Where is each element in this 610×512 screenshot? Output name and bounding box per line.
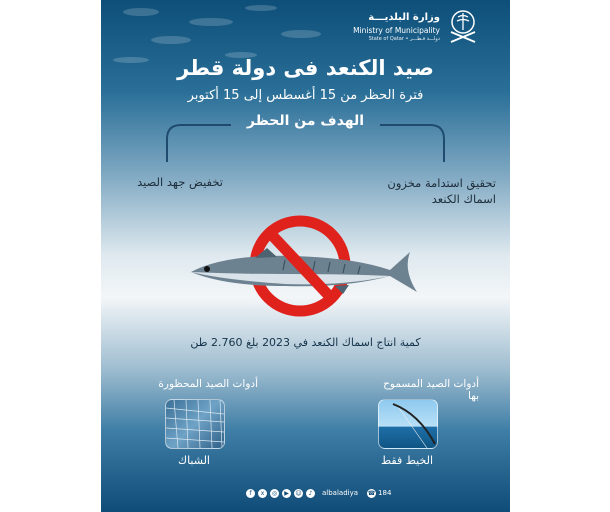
snapchat-icon[interactable]: ☺ (295, 489, 302, 497)
prohibited-mackerel-icon (185, 214, 425, 324)
poster-title: صيد الكنعد فى دولة قطر (177, 56, 434, 80)
goal-heading: الهدف من الحظر (246, 113, 365, 129)
production-statement: كمية انتاج اسماك الكنعد في 2023 بلغ 2.760 طن (190, 336, 421, 349)
x-icon[interactable]: x (258, 489, 267, 498)
qatar-emblem-icon (446, 8, 480, 46)
tiktok-icon[interactable]: ♪ (306, 489, 315, 498)
ministry-name-english: Ministry of Municipality (353, 26, 440, 35)
hotline-number: 184 (378, 489, 392, 497)
banned-tool-caption: الشباك (178, 454, 210, 467)
fishing-net-image (165, 399, 225, 449)
goal-reduce-effort: تخفيض جهد الصيد (137, 175, 223, 189)
state-of-qatar-label: State of Qatar • دولـــة قـطـــر (368, 36, 440, 42)
goal-sustainability-line2: اسماك الكنعد (431, 192, 496, 206)
goal-sustainability-line1: تحقيق استدامة مخزون (387, 176, 496, 190)
instagram-icon[interactable]: ◎ (271, 489, 278, 497)
allowed-tools-label: أدوات الصيد المسموح بها (383, 378, 479, 402)
ban-period: فترة الحظر من 15 أغسطس إلى 15 أكتوبر (187, 88, 424, 103)
facebook-icon[interactable]: f (246, 489, 255, 498)
phone-icon: ☎ (367, 489, 376, 497)
youtube-icon[interactable]: ▶ (282, 489, 291, 498)
allowed-tool-caption: الخيط فقط (380, 454, 434, 467)
ministry-name-arabic: وزارة البلديـــة (368, 12, 440, 23)
social-handle: albaladiya (322, 489, 359, 497)
hotline (367, 489, 391, 498)
social-footer (246, 486, 391, 500)
banned-tools-label: أدوات الصيد المحظورة (158, 378, 258, 390)
fishing-line-image (378, 399, 438, 449)
goal-sustainability (346, 175, 496, 207)
ministry-logo (330, 8, 480, 46)
awareness-poster (101, 0, 510, 512)
